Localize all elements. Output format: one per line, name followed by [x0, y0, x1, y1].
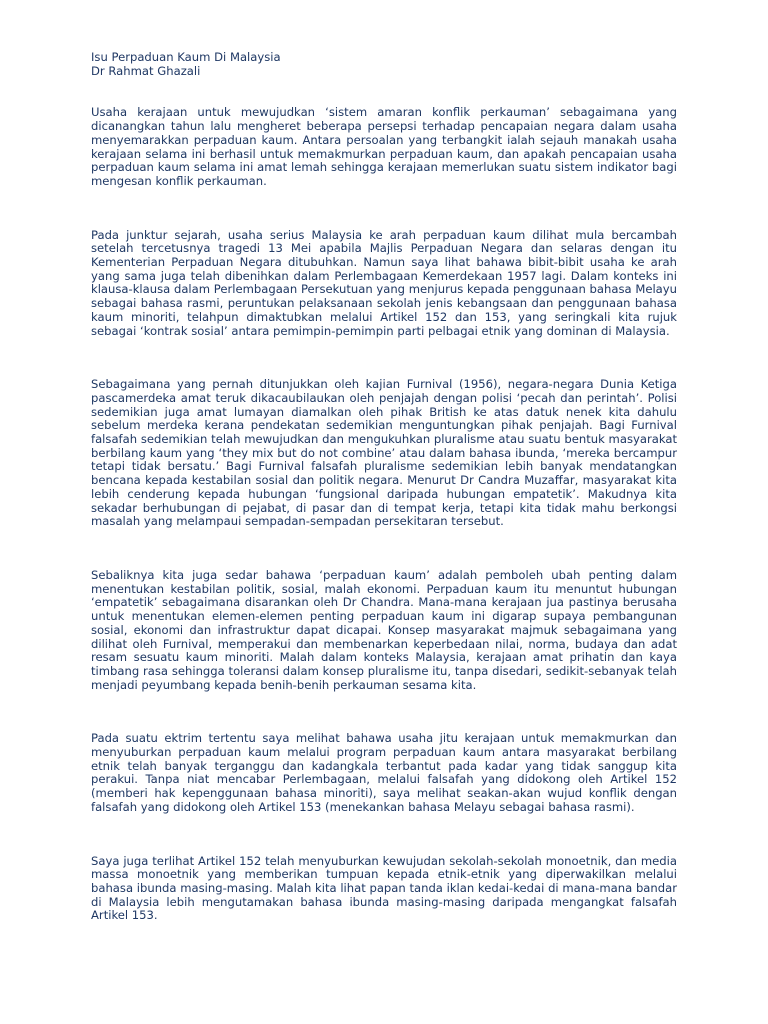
document-body: [91, 51, 677, 923]
document-author: Dr Rahmat Ghazali: [91, 63, 201, 78]
paragraph-6: Saya juga terlihat Artikel 152 telah menyuburkan kewujudan sekolah-sekolah monoetnik, dan media massa monoetnik yang memberikan tumpuan kepada etnik-etnik yang diperwakilkan melalui bahasa ibunda masing-masing. Malah kita lihat papan tanda iklan kedai-kedai di mana-mana bandar di Malaysia lebih mengutamakan bahasa ibunda masing-masing daripada mengangkat falsafah Artikel 153.: [91, 853, 677, 923]
document-title: Isu Perpaduan Kaum Di Malaysia: [91, 50, 281, 64]
paragraph-5: Pada suatu ektrim tertentu saya melihat bahawa usaha jitu kerajaan untuk memakmurkan dan menyuburkan perpaduan kaum melalui program perpaduan kaum antara masyarakat berbilang etnik telah banyak terganggu dan kadangkala terbantut pada kadar yang tidak sanggup kita perakui. Tanpa niat mencabar Perlembagaan, melalui falsafah yang didokong oleh Artikel 152 (memberi hak kepenggunaan bahasa minoriti), saya melihat seakan-akan wujud konflik dengan falsafah yang didokong oleh Artikel 153 (menekankan bahasa Melayu sebagai bahasa rasmi).: [91, 731, 677, 814]
paragraph-3: Sebagaimana yang pernah ditunjukkan oleh kajian Furnival (1956), negara-negara Dunia Ketiga pascamerdeka amat teruk dikacaubilaukan oleh penjajah dengan polisi ‘pecah dan perintah’. Polisi sedemikian juga amat lumayan diamalkan oleh pihak British ke atas datuk nenek kita dahulu sebelum merdeka kerana pendekatan sedemikian menguntungkan pihak penjajah. Bagi Furnival falsafah sedemikian telah mewujudkan dan mengukuhkan pluralisme atau suatu bentuk masyarakat berbilang kaum yang ‘they mix but do not combine’ atau dalam bahasa ibunda, ‘mereka bercampur tetapi tidak bersatu.’ Bagi Furnival falsafah pluralisme sedemikian lebih banyak mendatangkan bencana kepada kestabilan sosial dan politik negara. Menurut Dr Candra Muzaffar, masyarakat kita lebih cenderung kepada hubungan ‘fungsional daripada hubungan empatetik’. Makudnya kita sekadar berhubungan di pejabat, di pasar dan di tempat kerja, tetapi kita tidak mahu berkongsi masalah yang melampaui sempadan-sempadan persekitaran tersebut.: [91, 377, 677, 529]
paragraph-1: Usaha kerajaan untuk mewujudkan ‘sistem amaran konflik perkauman’ sebagaimana yang dicanangkan tahun lalu mengheret beberapa persepsi terhadap pencapaian negara dalam usaha menyemarakkan perpaduan kaum. Antara persoalan yang terbangkit ialah sejauh manakah usaha kerajaan selama ini berhasil untuk memakmurkan perpaduan kaum, dan apakah pencapaian usaha perpaduan kaum selama ini amat lemah sehingga kerajaan memerlukan suatu sistem indikator bagi mengesan konflik perkauman.: [91, 105, 677, 188]
paragraph-2: Pada junktur sejarah, usaha serius Malaysia ke arah perpaduan kaum dilihat mula bercambah setelah tercetusnya tragedi 13 Mei apabila Majlis Perpaduan Negara dan selaras dengan itu Kementerian Perpaduan Negara ditubuhkan. Namun saya lihat bahawa bibit-bibit usaha ke arah yang sama juga telah dibenihkan dalam Perlembagaan Kemerdekaan 1957 lagi. Dalam konteks ini klausa-klausa dalam Perlembagaan Persekutuan yang menjurus kepada penggunaan bahasa Melayu sebagai bahasa rasmi, peruntukan pelaksanaan sekolah jenis kebangsaan dan penggunaan bahasa kaum minoriti, telahpun dimaktubkan melalui Artikel 152 dan 153, yang seringkali kita rujuk sebagai ‘kontrak sosial’ antara pemimpin-pemimpin parti pelbagai etnik yang dominan di Malaysia.: [91, 227, 677, 338]
paragraph-4: Sebaliknya kita juga sedar bahawa ‘perpaduan kaum’ adalah pemboleh ubah penting dalam menentukan kestabilan politik, sosial, malah ekonomi. Perpaduan kaum itu menuntut hubungan ‘empatetik’ sebagaimana disarankan oleh Dr Chandra. Mana-mana kerajaan jua pastinya berusaha untuk menentukan elemen-elemen penting perpaduan kaum ini digarap supaya pembangunan sosial, ekonomi dan infrastruktur dapat dicapai. Konsep masyarakat majmuk sebagaimana yang dilihat oleh Furnival, memperakui dan membenarkan keperbedaan nilai, norma, budaya dan adat resam sesuatu kaum minoriti. Malah dalam konteks Malaysia, kerajaan amat prihatin dan kaya timbang rasa sehingga toleransi dalam konsep pluralisme itu, tanpa disedari, sedikit-sebanyak telah menjadi peyumbang kepada benih-benih perkauman sesama kita.: [91, 567, 677, 692]
document-header: [91, 51, 677, 78]
